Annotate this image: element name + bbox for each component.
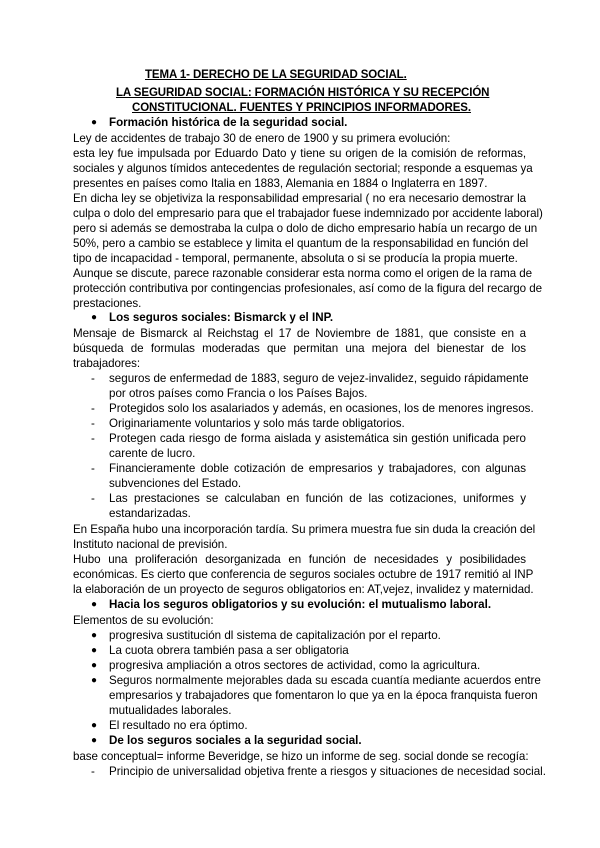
paragraph-line: prestaciones. [73,297,142,310]
paragraph-line: culpa o dolo del empresario para que el trabajador fuese indemnizado por accidente laboral) [73,207,543,220]
paragraph-line: protección contributiva por contingencias profesionales, así como de la figura del recargo de [73,282,543,295]
list-item-line: Protegidos solo los asalariados y además, en ocasiones, los de menores ingresos. [109,402,534,415]
section-heading-2: Los seguros sociales: Bismarck y el INP. [109,311,334,324]
paragraph-line: esta ley fue impulsada por Eduardo Dato y tiene su origen de la comisión de reformas, [73,147,526,160]
dash-marker: - [91,492,95,505]
paragraph-line: pero si además se demostraba la culpa o dolo de dicho empresario había un recargo de un [73,222,538,235]
paragraph-line: Hubo una proliferación desorganizada en función de necesidades y posibilidades [73,553,526,566]
list-item-line: estandarizadas. [109,507,191,520]
dash-marker: - [91,432,95,445]
paragraph-line: tipo de incapacidad - temporal, permanente, absoluta o si se producía la propia muerte. [73,252,518,265]
paragraph-line: Aunque se discute, parece razonable considerar esta norma como el origen de la rama de [73,267,533,280]
paragraph-line: Ley de accidentes de trabajo 30 de enero de 1900 y su primera evolución: [73,132,451,145]
bullet-icon: ● [91,735,98,746]
dash-marker: - [91,462,95,475]
paragraph-line: Elementos de su evolución: [73,614,214,627]
paragraph-line: Mensaje de Bismarck al Reichstag el 17 de Noviembre de 1881, que consiste en a [73,327,526,340]
list-item-line: El resultado no era óptimo. [109,719,248,732]
paragraph-line: la elaboración de un proyecto de seguros obligatorios en: AT,vejez, invalidez y maternidad. [73,583,534,596]
list-item-line: por otros países como Francia o los Países Bajos. [109,387,368,400]
dash-marker: - [91,417,95,430]
list-item-line: subvenciones del Estado. [109,477,242,490]
list-item-line: Originariamente voluntarios y solo más tarde obligatorios. [109,417,405,430]
bullet-icon: ● [91,720,98,731]
paragraph-line: En España hubo una incorporación tardía. Su primera muestra fue sin duda la creación del [73,523,536,536]
list-item-line: Principio de universalidad objetiva frente a riesgos y situaciones de necesidad social. [109,765,546,778]
paragraph-line: presentes en países como Italia en 1883, Alemania en 1884 o Inglaterra en 1897. [73,177,488,190]
list-item-line: Seguros normalmente mejorables dada su escada cuantía mediante acuerdos entre [109,674,541,687]
document-subtitle-line-1: LA SEGURIDAD SOCIAL: FORMACIÓN HISTÓRICA Y SU RECEPCIÓN [116,87,490,99]
list-item-line: Financieramente doble cotización de empresarios y trabajadores, con algunas [109,462,526,475]
paragraph-line: búsqueda de formulas moderadas que permitan una mejora del bienestar de los [73,342,526,355]
dash-marker: - [91,765,95,778]
paragraph-line: trabajadores: [73,357,141,370]
paragraph-line: base conceptual= informe Beveridge, se hizo un informe de seg. social donde se recogía: [73,750,529,763]
section-heading-1: Formación histórica de la seguridad social. [109,116,348,129]
bullet-icon: ● [91,312,98,323]
list-item-line: carente de lucro. [109,447,196,460]
document-subtitle-line-2: CONSTITUCIONAL. FUENTES Y PRINCIPIOS INFORMADORES. [132,102,471,114]
paragraph-line: En dicha ley se objetiviza la responsabilidad empresarial ( no era necesario demostrar la [73,192,526,205]
list-item-line: Las prestaciones se calculaban en función de las cotizaciones, uniformes y [109,492,526,505]
list-item-line: seguros de enfermedad de 1883, seguro de vejez-invalidez, seguido rápidamente [109,372,529,385]
paragraph-line: 50%, pero a cambio se establece y limita el quantum de la responsabilidad en función del [73,237,529,250]
list-item-line: La cuota obrera también pasa a ser obligatoria [109,644,349,657]
bullet-icon: ● [91,117,98,128]
bullet-icon: ● [91,630,98,641]
section-heading-4: De los seguros sociales a la seguridad social. [109,734,362,747]
paragraph-line: Instituto nacional de previsión. [73,538,228,551]
list-item-line: progresiva sustitución dl sistema de capitalización por el reparto. [109,629,441,642]
dash-marker: - [91,372,95,385]
paragraph-line: económicas. Es cierto que conferencia de seguros sociales octubre de 1917 remitió al INP [73,568,534,581]
paragraph-line: sociales y algunos tímidos antecedentes de regulación sectorial; responde a esquemas ya [73,162,533,175]
list-item-line: Protegen cada riesgo de forma aislada y asistemática sin gestión unificada pero [109,432,526,445]
list-item-line: mutualidades laborales. [109,704,232,717]
list-item-line: empresarios y trabajadores que fomentaron lo que ya en la época franquista fueron [109,689,538,702]
bullet-icon: ● [91,599,98,610]
document-title: TEMA 1- DERECHO DE LA SEGURIDAD SOCIAL. [145,69,407,81]
bullet-icon: ● [91,645,98,656]
section-heading-3: Hacia los seguros obligatorios y su evolución: el mutualismo laboral. [109,598,492,611]
bullet-icon: ● [91,660,98,671]
bullet-icon: ● [91,675,98,686]
list-item-line: progresiva ampliación a otros sectores de actividad, como la agricultura. [109,659,481,672]
dash-marker: - [91,402,95,415]
